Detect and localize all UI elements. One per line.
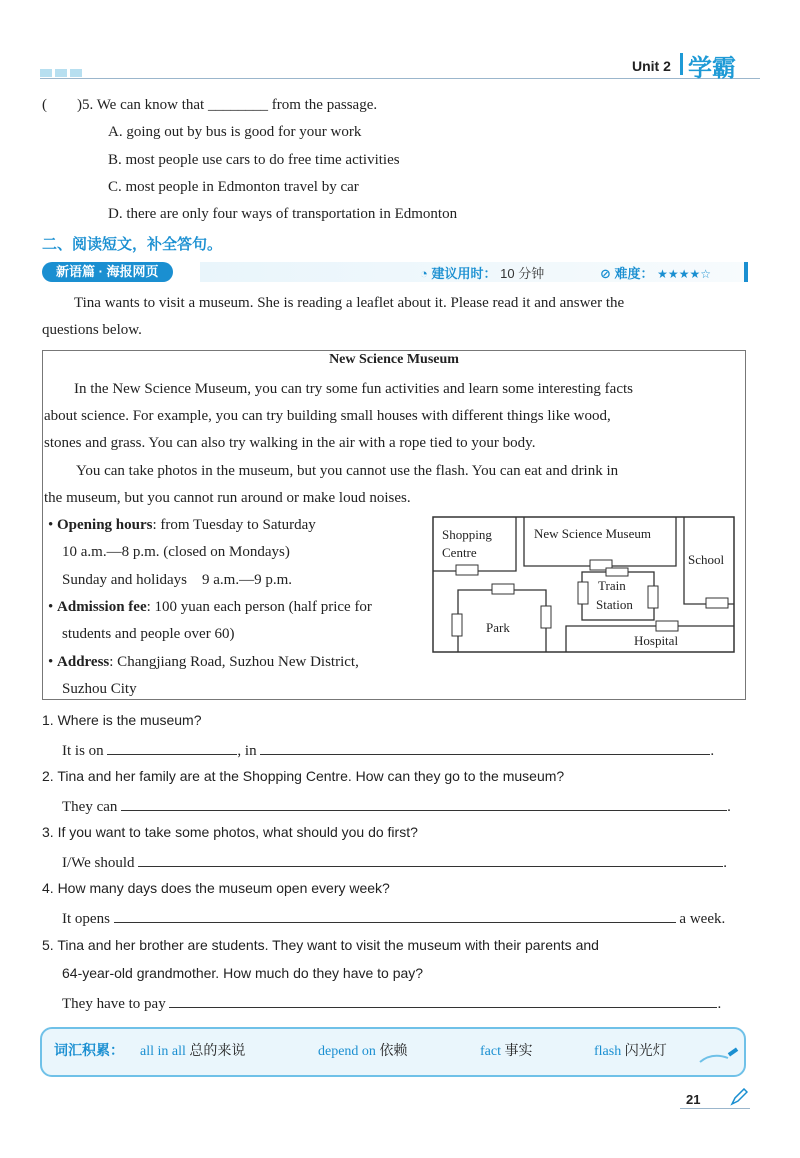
answer-1-blank-road[interactable] [107,738,237,755]
vocab-en: flash [594,1044,622,1059]
brand-bar [680,53,683,75]
fee-label: Admission fee [57,599,147,615]
answer-3-prefix: I/We should [62,855,135,871]
answer-3 [62,850,727,873]
unit-label: Unit 2 [632,58,671,74]
difficulty-info [600,263,711,282]
time-value: 10 分钟 [500,266,545,281]
page-number: 21 [686,1092,701,1107]
difficulty-stars: ★★★★☆ [657,267,711,281]
opening-label: Opening hours [57,517,153,533]
answer-1-suffix: . [710,743,715,759]
vocab-item-3 [480,1040,532,1060]
leaflet-title: New Science Museum [329,352,459,367]
answer-5-suffix: . [717,996,722,1012]
answer-5-blank[interactable] [169,991,717,1008]
answer-5 [62,991,721,1014]
answer-3-suffix: . [723,855,728,871]
brand-logo: 学霸 [688,55,736,82]
q5-option-a: A. going out by bus is good for your work [108,124,362,140]
question-5: 5. Tina and her brother are students. They want to visit the museum with their parents and [42,937,599,953]
pencil-icon [730,1088,748,1106]
vocab-en: fact [480,1044,501,1059]
answer-5-prefix: They have to pay [62,996,166,1012]
answer-2 [62,794,731,817]
map-label-train: Train [598,578,626,593]
leaflet-p2-line2: the museum, but you cannot run around or make loud noises. [44,490,411,506]
q5-option-b: B. most people use cars to do free time activities [108,152,400,168]
opening-line1: : from Tuesday to Saturday [152,517,316,533]
clock-icon: ◔ [420,266,428,281]
difficulty-label: 难度： [614,266,654,281]
address-line2: Suzhou City [62,681,137,697]
address-line1: : Changjiang Road, Suzhou New District, [109,654,359,670]
opening-line2: 10 a.m.—8 p.m. (closed on Mondays) [62,544,290,560]
vocab-en: all in all [140,1044,186,1059]
answer-1 [62,738,714,761]
map-label-centre: Centre [442,545,477,560]
vocab-zh: 事实 [504,1044,533,1059]
map-label-school: School [688,552,725,567]
answer-1-blank-district[interactable] [260,738,710,755]
answer-1-prefix: It is on [62,743,104,759]
question-2: 2. Tina and her family are at the Shopping Centre. How can they go to the museum? [42,768,565,784]
time-info [420,263,544,282]
bullet: • [48,654,54,670]
leaflet-p1-line1: In the New Science Museum, you can try some fun activities and learn some interesting facts [74,381,633,397]
vocab-zh: 依赖 [379,1044,408,1059]
fee-line1: : 100 yuan each person (half price for [146,599,372,615]
leaflet-p2-line1: You can take photos in the museum, but you cannot use the flash. You can eat and drink in [76,463,619,479]
answer-2-suffix: . [727,799,731,815]
intro-line-1: Tina wants to visit a museum. She is reading a leaflet about it. Please read it and answer the [74,295,625,311]
vocab-zh: 闪光灯 [624,1044,667,1059]
vocab-item-4 [594,1040,667,1060]
intro-line-2: questions below. [42,322,142,338]
map-label-hospital: Hospital [634,633,679,648]
bullet: • [48,517,54,533]
fee-line2: students and people over 60) [62,626,235,642]
header-decoration [40,64,85,82]
time-label: 建议用时： [431,266,497,281]
map-label-museum: New Science Museum [534,526,651,541]
map-label-station: Station [596,597,633,612]
answer-1-mid: , in [237,743,257,759]
vocab-item-1 [140,1040,245,1060]
opening-line3: Sunday and holidays 9 a.m.—9 p.m. [62,572,292,588]
question-4: 4. How many days does the museum open every week? [42,880,390,896]
question-5-line2: 64-year-old grandmother. How much do they have to pay? [62,965,424,981]
check-icon: ⊘ [600,266,611,281]
vocab-zh: 总的来说 [189,1044,246,1059]
section-endbar [744,262,748,282]
header-divider [40,78,760,79]
question-1: 1. Where is the museum? [42,712,202,728]
map-label-park: Park [486,620,510,635]
admission-fee [48,597,372,617]
leaflet-p1-line3: stones and grass. You can also try walking in the air with a rope tied to your body. [44,435,536,451]
answer-3-blank[interactable] [138,850,723,867]
address [48,652,359,672]
question-3: 3. If you want to take some photos, what should you do first? [42,824,418,840]
answer-4-blank[interactable] [114,906,676,923]
opening-hours [48,515,316,535]
leaflet-p1-line2: about science. For example, you can try building small houses with different things like wood, [44,408,611,424]
pencil-icon [698,1046,742,1066]
bullet: • [48,599,54,615]
q5-option-c: C. most people in Edmonton travel by car [108,179,359,195]
map-label-shopping: Shopping [442,527,492,542]
vocab-en: depend on [318,1044,376,1059]
answer-4-prefix: It opens [62,911,110,927]
page-number-line [680,1108,750,1109]
vocab-label: 词汇积累： [54,1042,124,1058]
answer-2-prefix: They can [62,799,118,815]
answer-2-blank[interactable] [121,794,727,811]
answer-4-suffix: a week. [679,911,726,927]
q5-stem: ( )5. We can know that ________ from the passage. [42,97,378,113]
vocab-item-2 [318,1040,407,1060]
section-tag: 新语篇 · 海报网页 [42,262,173,282]
q5-option-d: D. there are only four ways of transportation in Edmonton [108,206,458,222]
section-title: 二、阅读短文，补全答句。 [42,236,223,253]
address-label: Address [57,654,110,670]
answer-4 [62,906,725,929]
